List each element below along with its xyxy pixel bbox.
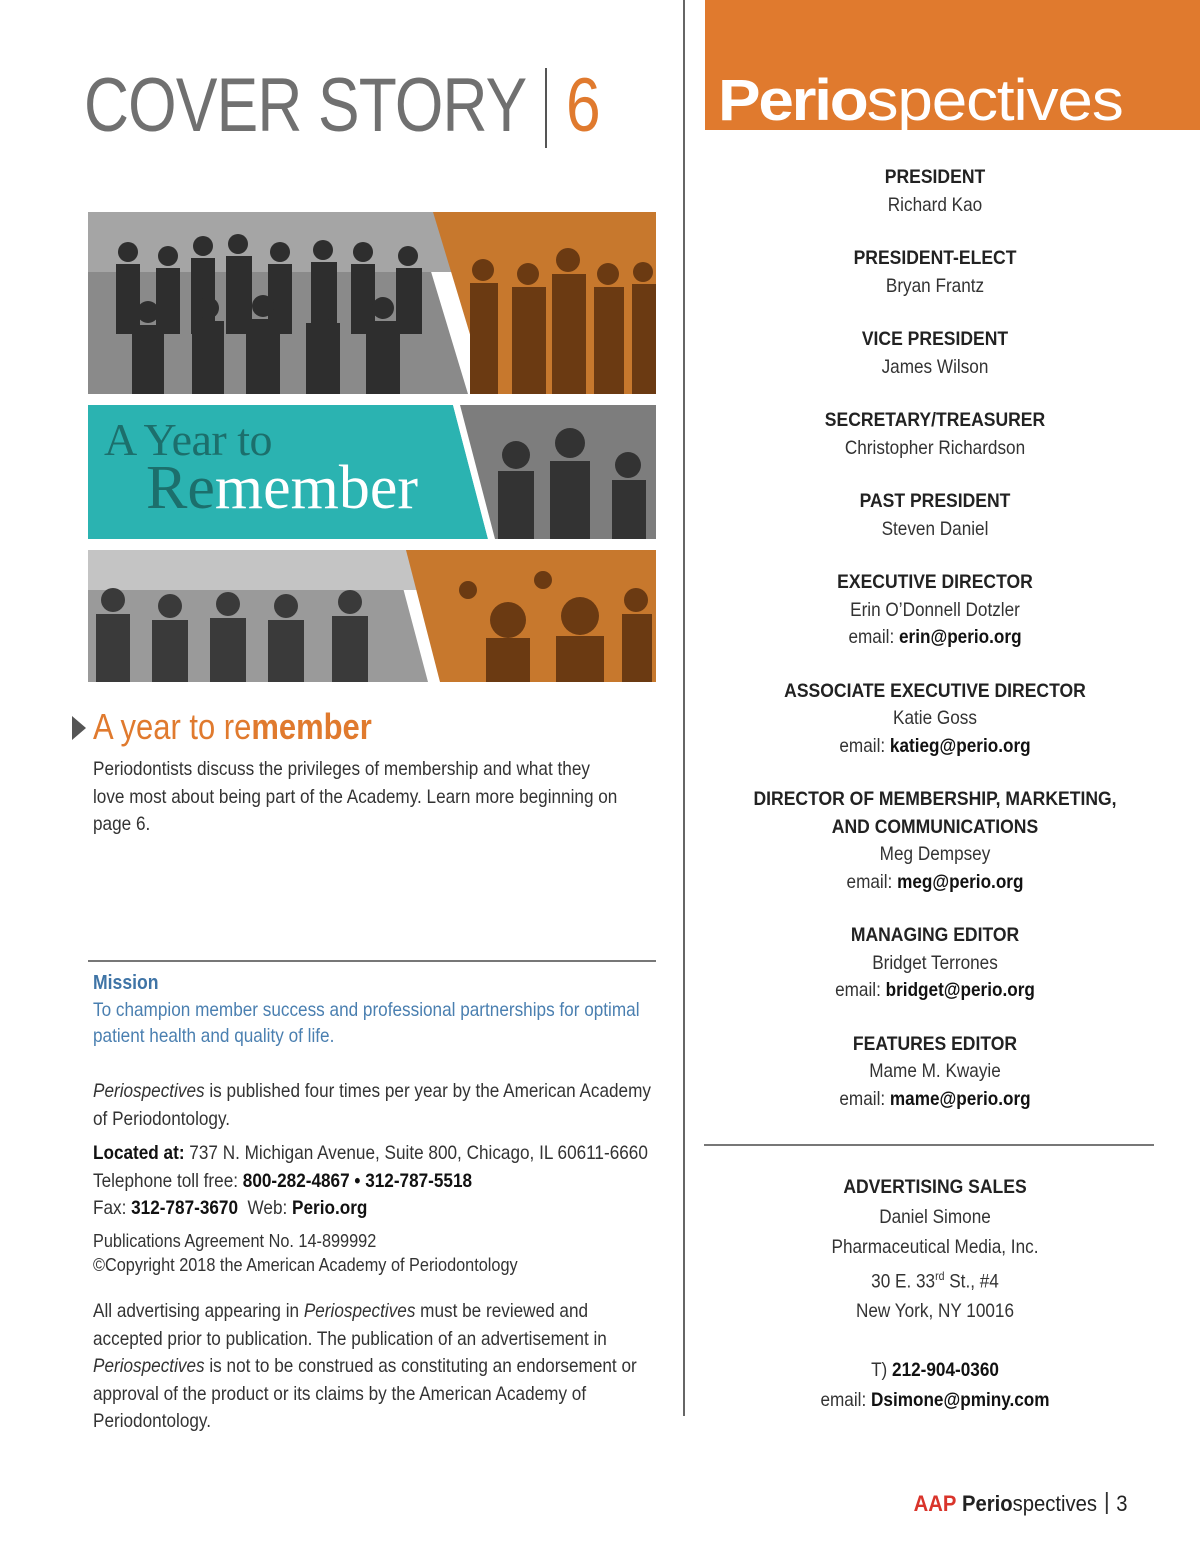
- web-link[interactable]: Perio.org: [292, 1197, 368, 1219]
- teaser-arrow-icon: [72, 716, 86, 740]
- ad-sales-email[interactable]: [733, 1386, 1138, 1416]
- location-line: [93, 1142, 648, 1165]
- left-divider-rule: [88, 960, 656, 962]
- mission-text: To champion member success and professional partnerships for optimal patient health and quality of life.: [93, 999, 640, 1047]
- ad-sales-address-2: New York, NY 10016: [855, 1300, 1015, 1322]
- staff-email[interactable]: [733, 869, 1138, 897]
- footer-perio: Perio: [962, 1491, 1014, 1516]
- staff-name: Erin O’Donnell Dotzler: [850, 598, 1020, 621]
- staff-director-membership: [705, 786, 1165, 896]
- phone-label: T): [871, 1359, 893, 1381]
- page-footer: [914, 1491, 1128, 1517]
- staff-name: Meg Dempsey: [879, 843, 991, 865]
- web-label: Web:: [238, 1197, 293, 1219]
- email-label: email:: [848, 626, 899, 648]
- staff-name: Christopher Richardson: [844, 436, 1026, 459]
- cover-collage[interactable]: [88, 212, 656, 682]
- staff-title: MANAGING EDITOR: [850, 924, 1020, 946]
- staff-president: [705, 164, 1165, 219]
- staff-email[interactable]: [733, 624, 1138, 652]
- phone-line: [93, 1170, 472, 1193]
- publications-agreement: Publications Agreement No. 14-899992: [93, 1230, 377, 1251]
- publication-statement: [93, 1078, 656, 1133]
- email-address[interactable]: Dsimone@pminy.com: [871, 1388, 1050, 1411]
- teaser-body: Periodontists discuss the privileges of membership and what they love most about being part of the Academy. Learn more beginning on page 6.: [93, 758, 618, 835]
- cover-story-heading: COVER STORY: [84, 63, 527, 148]
- footer-spectives: spectives: [1013, 1491, 1098, 1516]
- column-divider: [683, 0, 685, 1416]
- phone-label: Telephone toll free:: [93, 1170, 243, 1192]
- masthead-logo-bold: Perio: [718, 68, 867, 133]
- ad-sales-title: ADVERTISING SALES: [843, 1176, 1027, 1198]
- copyright: ©Copyright 2018 the American Academy of Periodontology: [93, 1254, 518, 1275]
- ads-notice-part-2: must be reviewed and accepted prior to publication. The publication of an advertisement in: [93, 1300, 607, 1350]
- address-street: 30 E. 33: [871, 1270, 936, 1293]
- banner-line-2: [146, 454, 419, 522]
- staff-title: PAST PRESIDENT: [859, 490, 1011, 512]
- cover-story-page-number: 6: [566, 63, 601, 148]
- staff-vice-president: [705, 326, 1165, 381]
- email-label: email:: [839, 1087, 890, 1110]
- advertising-sales: [705, 1174, 1165, 1415]
- staff-executive-director: [705, 569, 1165, 652]
- staff-secretary-treasurer: [705, 407, 1165, 462]
- masthead-logo: [718, 68, 1123, 133]
- staff-title: VICE PRESIDENT: [861, 328, 1009, 350]
- staff-name: Mame M. Kwayie: [869, 1060, 1001, 1082]
- ad-sales-name: Daniel Simone: [879, 1206, 991, 1228]
- footer-page-number: 3: [1116, 1491, 1128, 1516]
- mission-label: Mission: [93, 972, 159, 994]
- staff-features-editor: [705, 1031, 1165, 1114]
- teaser-title[interactable]: [93, 706, 372, 748]
- staff-name: James Wilson: [881, 355, 989, 378]
- email-label: email:: [835, 979, 886, 1001]
- ads-notice-part-1: All advertising appearing in: [93, 1300, 304, 1322]
- staff-title: ASSOCIATE EXECUTIVE DIRECTOR: [784, 679, 1086, 702]
- email-label: email:: [846, 870, 898, 893]
- email-address[interactable]: katieg@perio.org: [889, 734, 1031, 757]
- staff-title: PRESIDENT: [884, 166, 986, 188]
- ad-sales-phone[interactable]: [733, 1356, 1138, 1386]
- address-ordinal: rd: [935, 1269, 945, 1283]
- address-suite: St., #4: [944, 1270, 999, 1293]
- banner-line-2-rest: member: [214, 454, 419, 522]
- fax-web-line: [93, 1197, 367, 1220]
- staff-title: SECRETARY/TREASURER: [824, 409, 1046, 431]
- staff-name: Richard Kao: [887, 193, 983, 216]
- located-label: Located at:: [93, 1142, 185, 1164]
- group-photo-top: [88, 212, 656, 394]
- ads-notice-title-1: Periospectives: [303, 1300, 416, 1322]
- email-label: email:: [820, 1388, 872, 1411]
- staff-email[interactable]: [733, 733, 1138, 761]
- cover-story-divider: [545, 68, 547, 148]
- staff-past-president: [705, 488, 1165, 543]
- ad-sales-address-1: [733, 1262, 1138, 1297]
- staff-directory: [705, 164, 1165, 1139]
- staff-name: Katie Goss: [893, 707, 977, 729]
- right-divider-rule: [704, 1144, 1154, 1146]
- teaser-title-bold: member: [251, 706, 372, 747]
- ad-sales-company: Pharmaceutical Media, Inc.: [831, 1235, 1039, 1258]
- address: 737 N. Michigan Avenue, Suite 800, Chicago, IL 60611-6660: [184, 1142, 648, 1164]
- staff-president-elect: [705, 245, 1165, 300]
- footer-divider: [1107, 1492, 1109, 1514]
- banner-line-2-prefix: Re: [146, 454, 215, 522]
- email-address[interactable]: meg@perio.org: [897, 870, 1024, 893]
- email-address[interactable]: bridget@perio.org: [885, 979, 1035, 1001]
- ads-notice-part-3: is not to be construed as constituting an endorsement or approval of the product or its claims by the American Academy of Periodontology.: [93, 1355, 637, 1432]
- staff-name: Steven Daniel: [881, 517, 989, 540]
- email-address[interactable]: erin@perio.org: [898, 626, 1022, 648]
- email-label: email:: [839, 734, 890, 757]
- ad-sales-spacer: [733, 1327, 1138, 1357]
- masthead-logo-light: spectives: [866, 68, 1123, 133]
- email-address[interactable]: mame@perio.org: [889, 1087, 1031, 1110]
- phone-local[interactable]: 312-787-5518: [365, 1170, 473, 1192]
- staff-title: EXECUTIVE DIRECTOR: [837, 571, 1033, 593]
- staff-title: FEATURES EDITOR: [852, 1032, 1018, 1055]
- phone-toll-free[interactable]: 800-282-4867: [242, 1170, 350, 1192]
- banner-title: [104, 414, 419, 522]
- staff-name: Bryan Frantz: [885, 274, 985, 297]
- publication-frequency: is published four times per year by the American Academy of Periodontology.: [93, 1080, 651, 1130]
- fax-label: Fax:: [93, 1197, 132, 1219]
- teaser-title-light: A year to re: [93, 706, 252, 747]
- phone-separator: •: [349, 1170, 366, 1192]
- advertising-notice: [93, 1298, 656, 1436]
- staff-title: PRESIDENT-ELECT: [853, 247, 1017, 269]
- banner-strip: [88, 405, 656, 539]
- staff-title-line-2: AND COMMUNICATIONS: [831, 815, 1039, 838]
- group-photo-bottom: [88, 550, 656, 682]
- staff-title: DIRECTOR OF MEMBERSHIP, MARKETING,: [753, 788, 1117, 810]
- staff-email[interactable]: [733, 977, 1138, 1005]
- staff-name: Bridget Terrones: [872, 951, 998, 974]
- publication-title: Periospectives: [93, 1080, 205, 1102]
- staff-associate-executive-director: [705, 678, 1165, 761]
- footer-aap: AAP: [914, 1491, 957, 1516]
- fax-number: 312-787-3670: [131, 1197, 239, 1219]
- ads-notice-title-2: Periospectives: [93, 1355, 205, 1377]
- phone-number[interactable]: 212-904-0360: [892, 1359, 999, 1381]
- staff-managing-editor: [705, 922, 1165, 1005]
- staff-email[interactable]: [733, 1086, 1138, 1114]
- banner-line-1: A Year to: [104, 414, 273, 465]
